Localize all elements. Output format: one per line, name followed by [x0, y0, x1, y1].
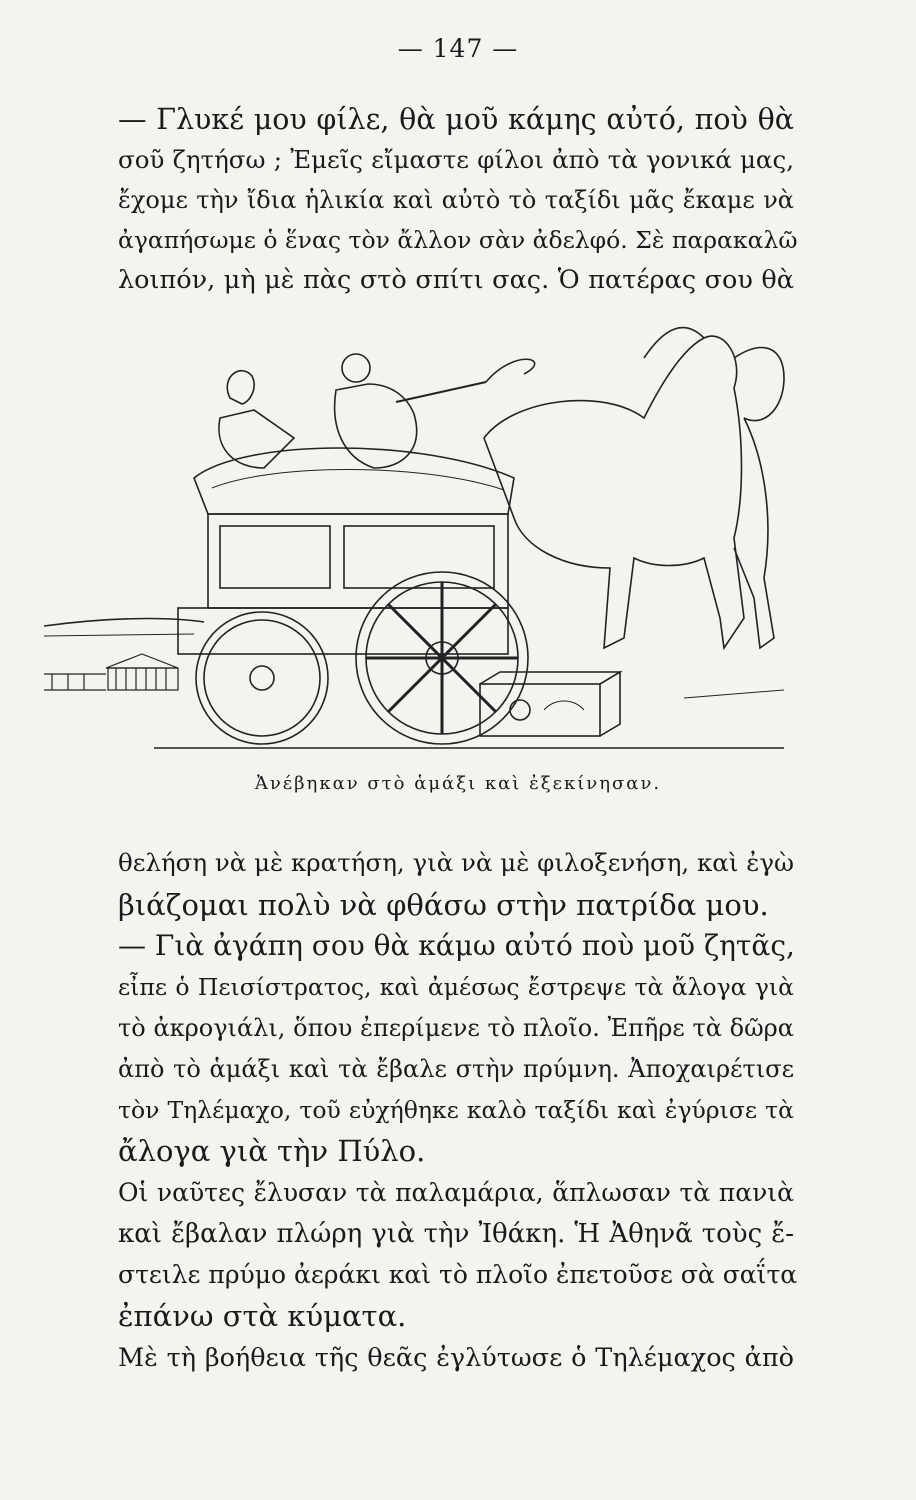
text-line: — Γλυκέ μου φίλε, θὰ μοῦ κάμης αὐτό, ποὺ θὰ	[118, 103, 794, 136]
chariot-illustration	[44, 318, 804, 758]
text-line: βιάζομαι πολὺ νὰ φθάσω στὴν πατρίδα μου.	[118, 888, 769, 922]
text-line: ἄλογα γιὰ τὴν Πύλο.	[118, 1134, 426, 1168]
figure-caption: Ἀνέβηκαν στὸ ἁμάξι καὶ ἐξεκίνησαν.	[254, 773, 662, 794]
page-number: — 147 —	[397, 34, 519, 63]
text-line: ἐπάνω στὰ κύματα.	[118, 1299, 407, 1333]
text-line: σοῦ ζητήσω ; Ἐμεῖς εἴμαστε φίλοι ἀπὸ τὰ γονικά μας,	[118, 145, 794, 174]
text-line: τὸν Τηλέμαχο, τοῦ εὐχήθηκε καλὸ ταξίδι καὶ ἐγύρισε τὰ	[118, 1096, 794, 1124]
text-line: θελήση νὰ μὲ κρατήση, γιὰ νὰ μὲ φιλοξενήση, καὶ ἐγὼ	[118, 848, 794, 877]
text-line: τὸ ἀκρογιάλι, ὅπου ἐπερίμενε τὸ πλοῖο. Ἐπῆρε τὰ δῶρα	[118, 1014, 794, 1042]
text-line: καὶ ἔβαλαν πλώρη γιὰ τὴν Ἰθάκη. Ἡ Ἀθηνᾶ τοὺς ἔ-	[118, 1219, 794, 1249]
text-line: ἀγαπήσωμε ὁ ἕνας τὸν ἄλλον σὰν ἀδελφό. Σὲ παρακαλῶ	[118, 226, 798, 254]
text-line: Μὲ τὴ βοήθεια τῆς θεᾶς ἐγλύτωσε ὁ Τηλέμαχος ἀπὸ	[118, 1343, 794, 1373]
temple-icon	[44, 654, 178, 690]
text-line: ἀπὸ τὸ ἁμάξι καὶ τὰ ἔβαλε στὴν πρύμνη. Ἀποχαιρέτισε	[118, 1055, 794, 1083]
text-line: εἶπε ὁ Πεισίστρατος, καὶ ἀμέσως ἔστρεψε τὰ ἄλογα γιὰ	[118, 973, 794, 1001]
text-line: στειλε πρύμο ἀεράκι καὶ τὸ πλοῖο ἐπετοῦσε σὰ σαΐτα	[118, 1260, 798, 1289]
text-line: — Γιὰ ἀγάπη σου θὰ κάμω αὐτό ποὺ μοῦ ζητᾶς,	[118, 929, 795, 962]
text-line: ἔχομε τὴν ἴδια ἡλικία καὶ αὐτὸ τὸ ταξίδι μᾶς ἔκαμε νὰ	[118, 186, 794, 214]
text-line: λοιπόν, μὴ μὲ πὰς στὸ σπίτι σας. Ὁ πατέρας σου θὰ	[118, 265, 794, 295]
text-line: Οἱ ναῦτες ἔλυσαν τὰ παλαμάρια, ἅπλωσαν τὰ πανιὰ	[118, 1178, 794, 1207]
